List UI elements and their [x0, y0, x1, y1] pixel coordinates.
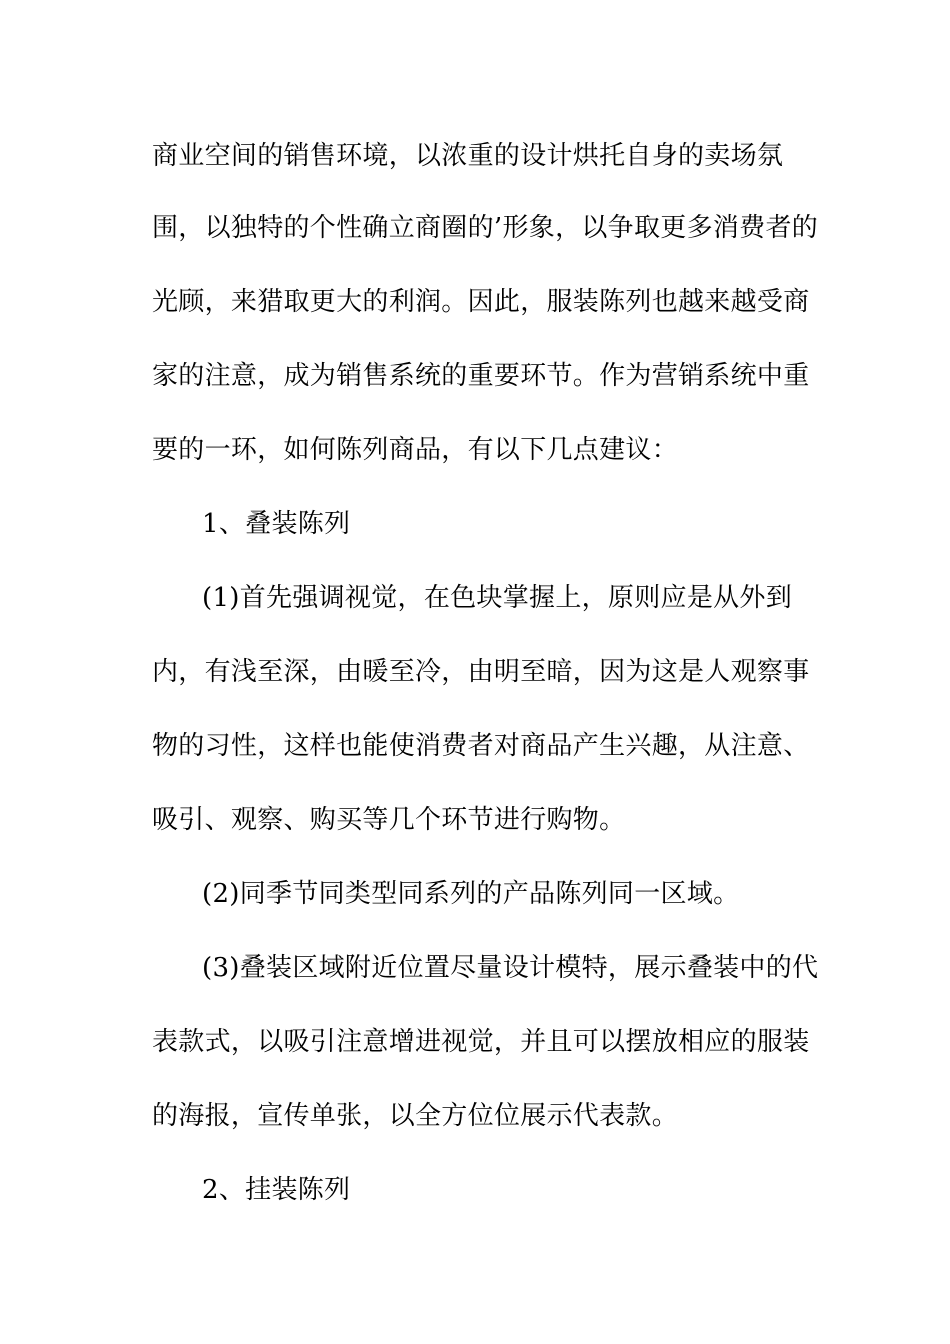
- section-heading-stacked-display: 1、叠装陈列: [202, 509, 351, 539]
- paragraph-line: 光顾，来猎取更大的利润。因此，服装陈列也越来越受商: [152, 287, 810, 317]
- paragraph-line: 家的注意，成为销售系统的重要环节。作为营销系统中重: [152, 361, 810, 391]
- paragraph-line: 表款式，以吸引注意增进视觉，并且可以摆放相应的服装: [152, 1027, 810, 1057]
- paragraph-line: 的海报，宣传单张，以全方位位展示代表款。: [152, 1101, 679, 1131]
- paragraph-line: 围，以独特的个性确立商圈的’形象，以争取更多消费者的: [152, 213, 819, 243]
- paragraph-line: 物的习性，这样也能使消费者对商品产生兴趣，从注意、: [152, 731, 810, 761]
- paragraph-line: (1)首先强调视觉，在色块掌握上，原则应是从外到: [202, 583, 793, 613]
- section-heading-hanging-display: 2、挂装陈列: [202, 1175, 351, 1205]
- paragraph-line: (3)叠装区域附近位置尽量设计模特，展示叠装中的代: [202, 953, 819, 983]
- paragraph-line: 要的一环，如何陈列商品，有以下几点建议：: [152, 435, 679, 465]
- paragraph-line: 商业空间的销售环境，以浓重的设计烘托自身的卖场氛: [152, 141, 784, 171]
- paragraph-line: 吸引、观察、购买等几个环节进行购物。: [152, 805, 626, 835]
- paragraph-line: 内，有浅至深，由暖至冷，由明至暗，因为这是人观察事: [152, 657, 810, 687]
- paragraph-line: (2)同季节同类型同系列的产品陈列同一区域。: [202, 879, 740, 909]
